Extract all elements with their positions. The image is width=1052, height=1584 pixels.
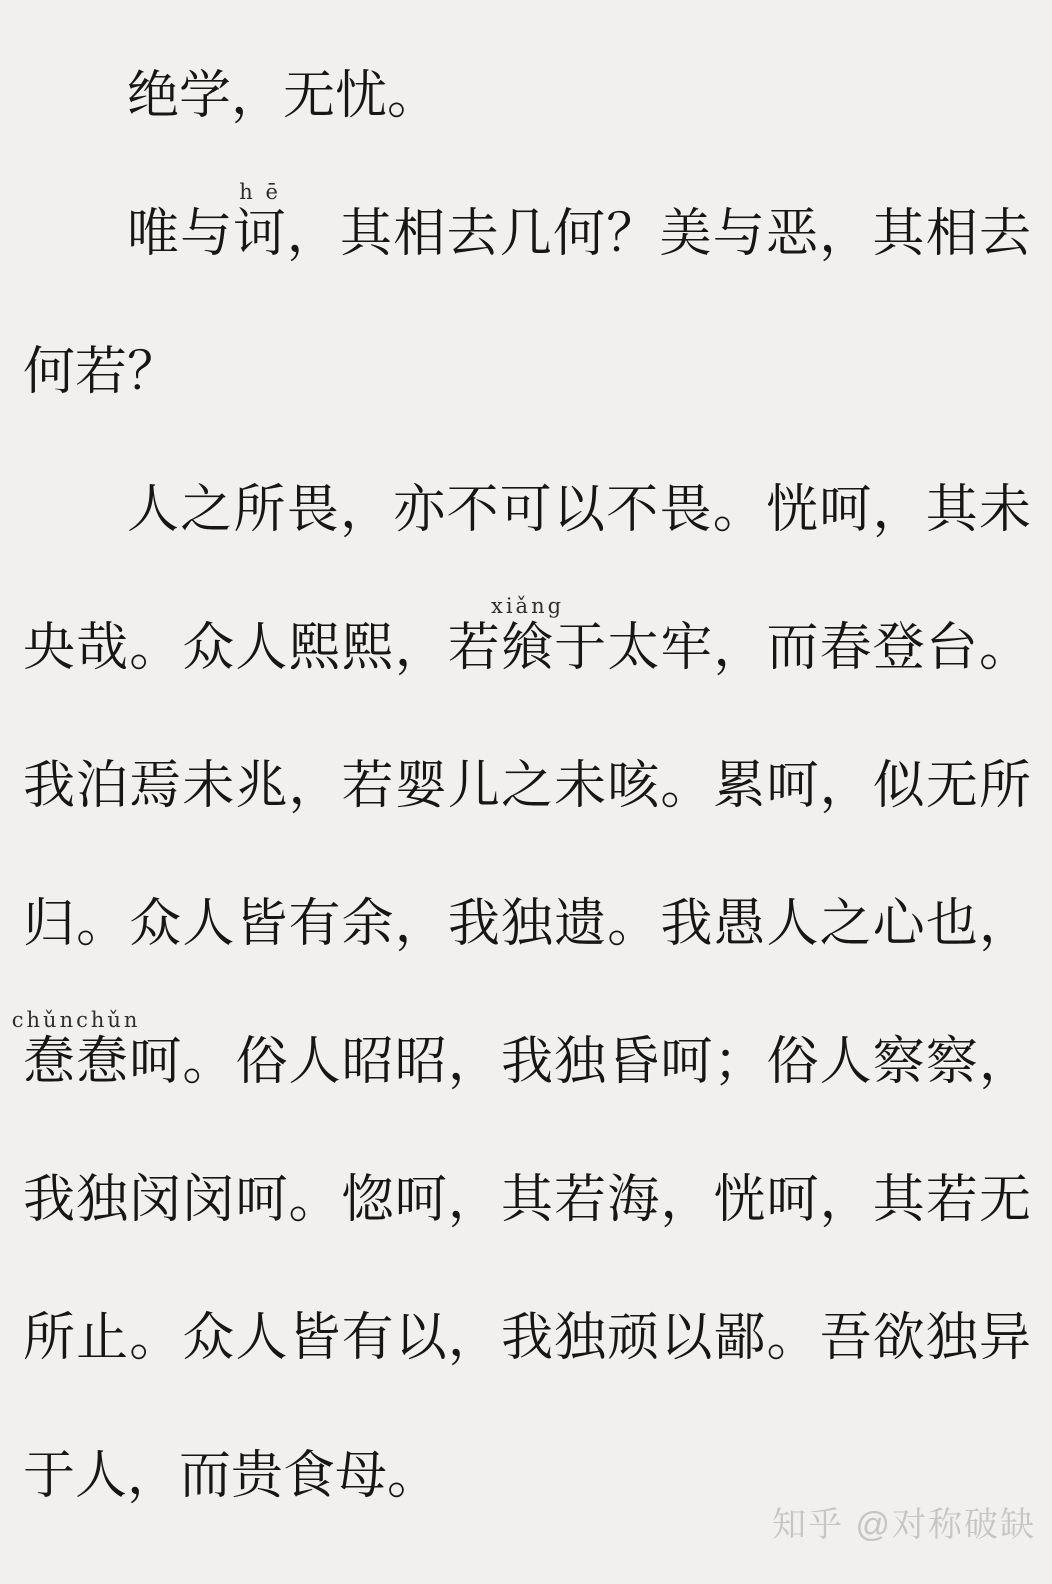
paragraph — [23, 166, 1031, 442]
text-run: 绝学，无忧。 — [127, 68, 440, 125]
annotated-base-text: 诃 — [233, 206, 287, 263]
text-run: 唯与 — [127, 206, 234, 263]
text-run: ，其相去几何？美与恶，其相去何若？ — [23, 206, 1031, 401]
pinyin-annotation: chǔnchǔn — [11, 1008, 141, 1032]
pinyin-annotation: xiǎng — [491, 594, 565, 618]
paragraph — [11, 442, 1031, 1546]
text-run: 人之所畏，亦不可以不畏。恍呵，其未央哉。众人熙熙，若 — [23, 482, 1031, 677]
pinyin-annotation: h ē — [239, 180, 281, 204]
annotated-text — [11, 1008, 141, 1091]
watermark-text: 知乎 @对称破缺 — [772, 1506, 1036, 1544]
text-run: 于太牢，而春登台。我泊焉未兆，若婴儿之未咳。累呵，似无所归。众人皆有余，我独遗。我愚人之心也， — [23, 620, 1031, 953]
document-text — [11, 28, 1031, 1546]
annotated-base-text: 惷惷 — [23, 1034, 130, 1091]
annotated-text — [233, 180, 287, 263]
text-run: 呵。俗人昭昭，我独昏呵；俗人察察，我独闵闵呵。惚呵，其若海，恍呵，其若无所止。众人皆有以，我独顽以鄙。吾欲独异于人，而贵食母。 — [23, 1034, 1031, 1505]
paragraph — [23, 28, 1031, 166]
annotated-text — [491, 594, 565, 677]
annotated-base-text: 飨 — [500, 620, 555, 677]
watermark — [772, 1497, 1036, 1546]
